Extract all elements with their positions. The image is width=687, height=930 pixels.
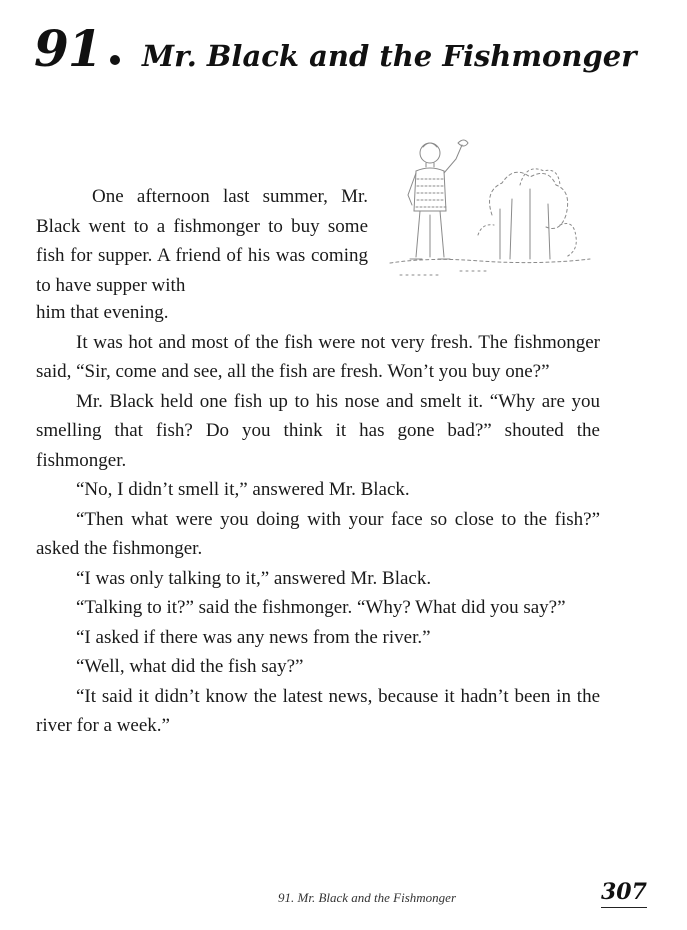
lesson-number: 91 [34, 19, 102, 78]
lesson-title: Mr. Black and the Fishmonger [142, 39, 637, 73]
story-paragraph: Mr. Black held one fish up to his nose and smelt it. “Why are you smelling that fish? Do you think it has gone bad?” shouted the fishmonger. [36, 390, 600, 471]
running-title: 91. Mr. Black and the Fishmonger [278, 890, 457, 905]
story-paragraph: “Talking to it?” said the fishmonger. “Why? What did you say?” [76, 597, 566, 618]
story-paragraph: “No, I didn’t smell it,” answered Mr. Black. [76, 479, 410, 500]
story-paragraph: “Well, what did the fish say?” [76, 656, 304, 677]
lesson-header [34, 18, 654, 88]
page-number: 307 [601, 879, 647, 908]
story-paragraph-1: One afternoon last summer, Mr. Black went to a fishmonger to buy some fish for supper. A friend of his was coming to have supper with [36, 186, 368, 296]
story-paragraph: It was hot and most of the fish were not very fresh. The fishmonger said, “Sir, come and see, all the fish are fresh. Won’t you buy one?” [36, 331, 600, 382]
story-paragraph: “It said it didn’t know the latest news, because it hadn’t been in the river for a week.” [36, 685, 600, 736]
story-paragraph-1-tail: him that evening. [36, 302, 169, 323]
title-bullet-icon [110, 55, 120, 65]
story-paragraph: “I was only talking to it,” answered Mr. Black. [76, 567, 432, 589]
story-paragraph: “Then what were you doing with your face so close to the fish?” asked the fishmonger. [36, 508, 600, 559]
story-text [36, 180, 600, 741]
story-paragraph: “I asked if there was any news from the river.” [76, 626, 431, 648]
